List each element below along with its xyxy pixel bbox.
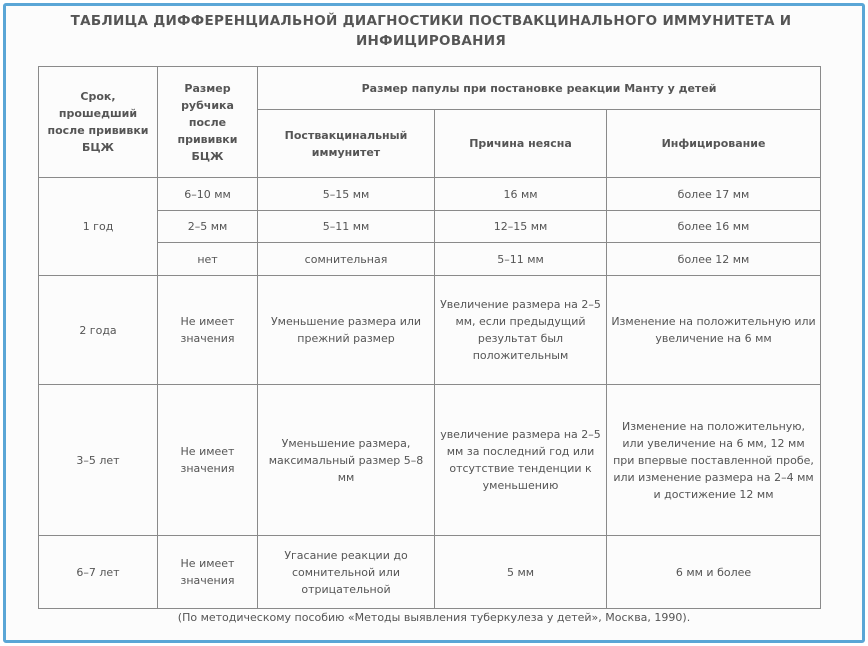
postvaccinal-cell: Угасание реакции до сомнительной или отрицательной: [258, 536, 435, 609]
scar-cell: Не имеет значения: [158, 276, 258, 385]
header-scar: Размер рубчика после прививки БЦЖ: [158, 67, 258, 178]
term-cell: 1 год: [39, 178, 158, 276]
table-row: [39, 385, 821, 536]
term-cell: 3–5 лет: [39, 385, 158, 536]
unclear-cell: увеличение размера на 2–5 мм за последний год или отсутствие тенденции к уменьшению: [435, 385, 607, 536]
table-row: [39, 276, 821, 385]
header-postvaccinal: Поствакцинальный иммунитет: [258, 110, 435, 178]
infection-cell: более 12 мм: [607, 243, 821, 276]
postvaccinal-cell: Уменьшение размера или прежний размер: [258, 276, 435, 385]
header-term: Срок, прошедший после прививки БЦЖ: [39, 67, 158, 178]
postvaccinal-cell: 5–15 мм: [258, 178, 435, 211]
unclear-cell: 5 мм: [435, 536, 607, 609]
infection-cell: Изменение на положительную, или увеличение на 6 мм, 12 мм при впервые поставленной пробе, или изменение размера на 2–4 мм и достижение 12 мм: [607, 385, 821, 536]
postvaccinal-cell: сомнительная: [258, 243, 435, 276]
scar-cell: 6–10 мм: [158, 178, 258, 211]
header-row-1: [39, 67, 821, 110]
infection-cell: 6 мм и более: [607, 536, 821, 609]
postvaccinal-cell: Уменьшение размера, максимальный размер 5–8 мм: [258, 385, 435, 536]
postvaccinal-cell: 5–11 мм: [258, 211, 435, 243]
header-infection: Инфицирование: [607, 110, 821, 178]
infection-cell: Изменение на положительную или увеличение на 6 мм: [607, 276, 821, 385]
unclear-cell: 16 мм: [435, 178, 607, 211]
unclear-cell: 12–15 мм: [435, 211, 607, 243]
header-papule: Размер папулы при постановке реакции Манту у детей: [258, 67, 821, 110]
table-row: [39, 536, 821, 609]
header-unclear: Причина неясна: [435, 110, 607, 178]
infection-cell: более 16 мм: [607, 211, 821, 243]
unclear-cell: Увеличение размера на 2–5 мм, если предыдущий результат был положительным: [435, 276, 607, 385]
scar-cell: нет: [158, 243, 258, 276]
unclear-cell: 5–11 мм: [435, 243, 607, 276]
diagnosis-table: [38, 66, 821, 609]
scar-cell: 2–5 мм: [158, 211, 258, 243]
scar-cell: Не имеет значения: [158, 536, 258, 609]
table-title: [0, 11, 862, 51]
title-line-1: ТАБЛИЦА ДИФФЕРЕНЦИАЛЬНОЙ ДИАГНОСТИКИ ПОСТВАКЦИНАЛЬНОГО ИММУНИТЕТА И: [70, 13, 792, 29]
table-row: [39, 178, 821, 211]
infection-cell: более 17 мм: [607, 178, 821, 211]
scar-cell: Не имеет значения: [158, 385, 258, 536]
term-cell: 6–7 лет: [39, 536, 158, 609]
source-note: (По методическому пособию «Методы выявления туберкулеза у детей», Москва, 1990).: [177, 611, 691, 624]
title-line-2: ИНФИЦИРОВАНИЯ: [355, 33, 507, 49]
term-cell: 2 года: [39, 276, 158, 385]
